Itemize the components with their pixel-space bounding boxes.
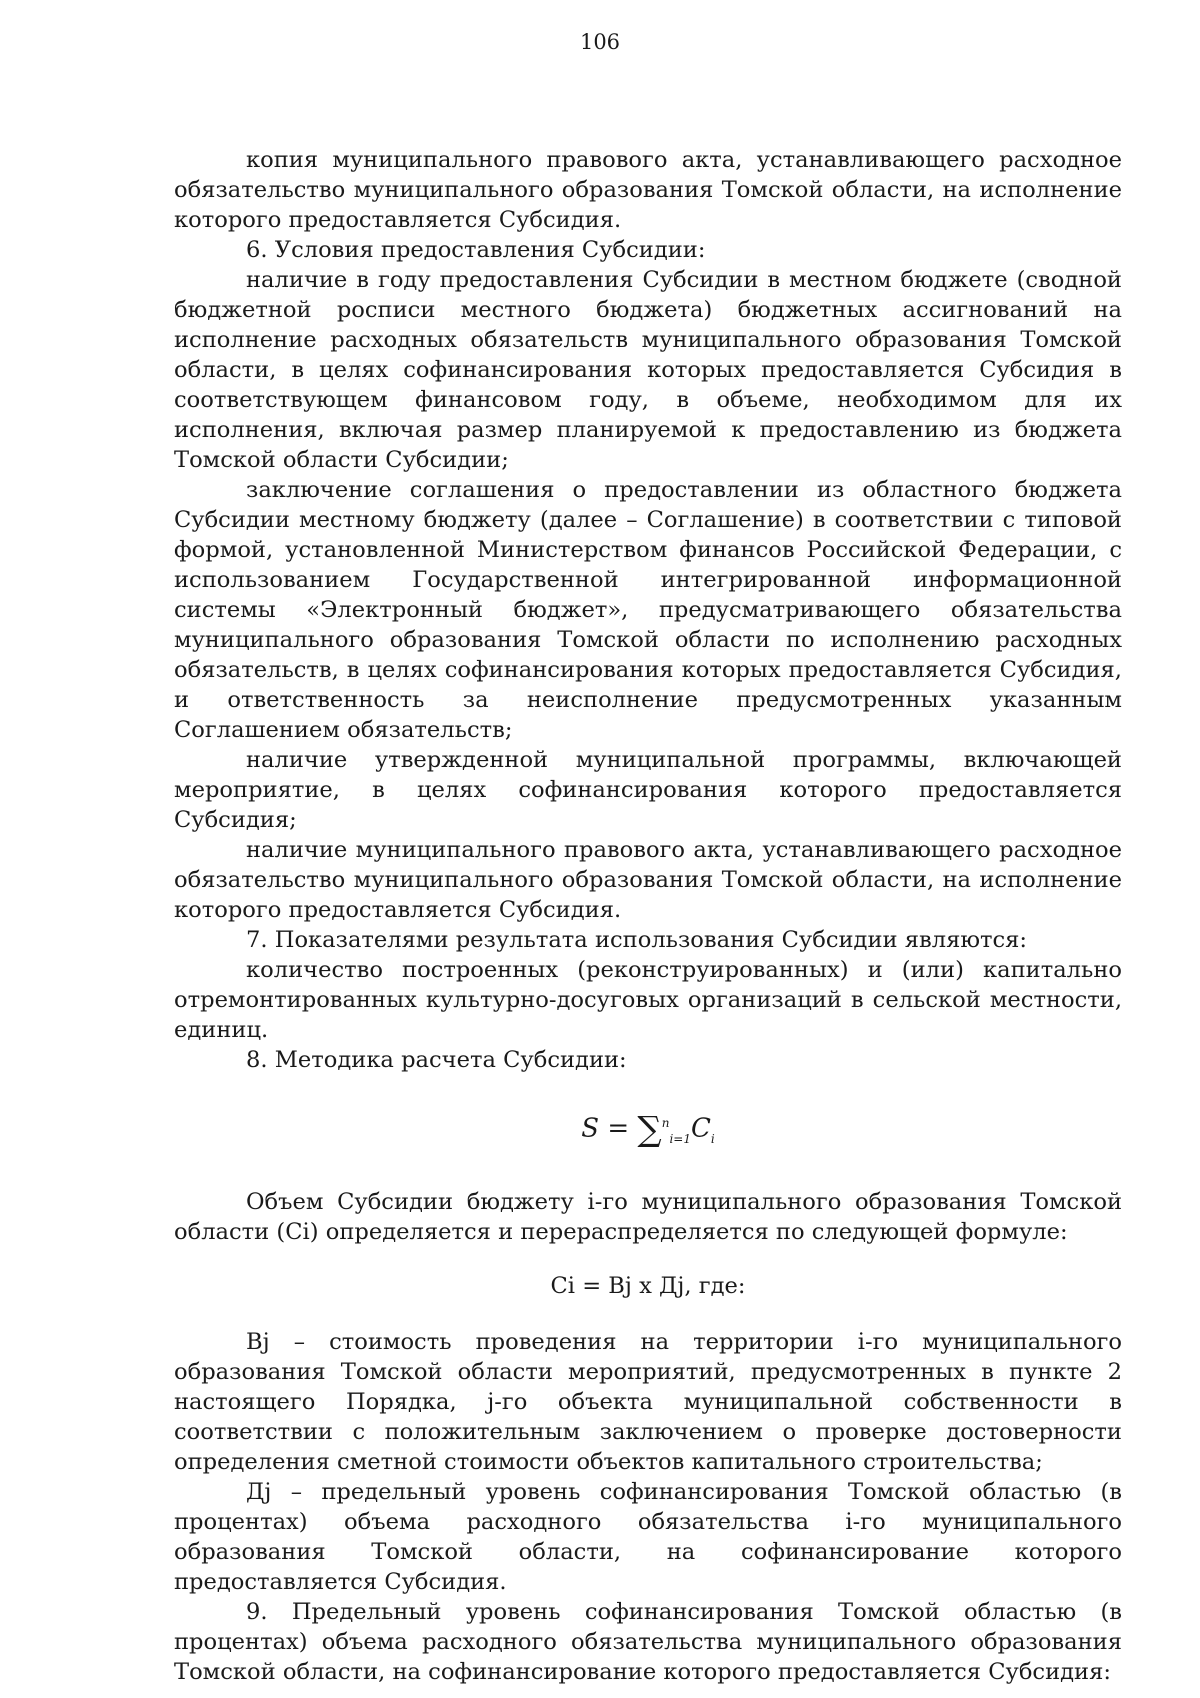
sum-upper-limit: n bbox=[661, 1116, 670, 1130]
section-6-heading: 6. Условия предоставления Субсидии: bbox=[246, 237, 706, 263]
document-body bbox=[174, 145, 1122, 1687]
sum-term-subscript: i bbox=[710, 1131, 715, 1146]
paragraph-bj-definition: Bj – стоимость проведения на территории i-го муниципального образования Томской области мероприятий, предусмотренных в пункте 2 настоящего Порядка, j-го объекта муниципальной собственности в соответствии с положительным заключением о проверке достоверности определения сметной стоимости объектов капитального строительства; bbox=[174, 1329, 1122, 1475]
page-number: 106 bbox=[579, 30, 621, 54]
section-9-heading: 9. Предельный уровень софинансирования Томской областью (в процентах) объема расходного обязательства муниципального образования Томской области, на софинансирование которого предоставляется Субсидия: bbox=[174, 1599, 1122, 1685]
paragraph-dj-definition: Дj – предельный уровень софинансирования Томской областью (в процентах) объема расходного обязательства i-го муниципального образования Томской области, на софинансирование которого предоставляется Субсидия. bbox=[174, 1479, 1122, 1595]
paragraph-ci-definition: Объем Субсидии бюджету i-го муниципального образования Томской области (Ci) определяется и перераспределяется по следующей формуле: bbox=[174, 1189, 1122, 1245]
section-8-heading: 8. Методика расчета Субсидии: bbox=[246, 1047, 627, 1073]
sum-lower-limit: i=1 bbox=[669, 1131, 691, 1146]
sum-term: C bbox=[690, 1113, 711, 1144]
paragraph-budget-allocations: наличие в году предоставления Субсидии в местном бюджете (сводной бюджетной росписи местного бюджета) бюджетных ассигнований на исполнение расходных обязательств муниципального образования Томской области, в целях софинансирования которых предоставляется Субсидия в соответствующем финансовом году, в объеме, необходимом для их исполнения, включая размер планируемой к предоставлению из бюджета Томской области Субсидии; bbox=[174, 267, 1122, 473]
ci-formula: Ci = Bj x Дj, где: bbox=[550, 1273, 746, 1299]
sum-lhs: S = bbox=[581, 1113, 630, 1144]
paragraph-legal-act: наличие муниципального правового акта, устанавливающего расходное обязательство муниципального образования Томской области, на исполнение которого предоставляется Субсидия. bbox=[174, 837, 1122, 923]
paragraph-agreement: заключение соглашения о предоставлении из областного бюджета Субсидии местному бюджету (далее – Соглашение) в соответствии с типовой формой, установленной Министерством финансов Российской Федерации, с использованием Государственной интегрированной информационной системы «Электронный бюджет», предусматривающего обязательства муниципального образования Томской области по исполнению расходных обязательств, в целях софинансирования которых предоставляется Субсидия, и ответственность за неисполнение предусмотренных указанным Соглашением обязательств; bbox=[174, 477, 1122, 743]
paragraph-municipal-program: наличие утвержденной муниципальной программы, включающей мероприятие, в целях софинансирования которого предоставляется Субсидия; bbox=[174, 747, 1122, 833]
sum-formula bbox=[174, 1099, 1122, 1150]
paragraph-copy-legal-act: копия муниципального правового акта, устанавливающего расходное обязательство муниципального образования Томской области, на исполнение которого предоставляется Субсидия. bbox=[174, 147, 1122, 233]
sum-symbol: ∑ bbox=[637, 1109, 662, 1150]
paragraph-result-indicator: количество построенных (реконструированных) и (или) капитально отремонтированных культурно-досуговых организаций в сельской местности, единиц. bbox=[174, 957, 1122, 1043]
section-7-heading: 7. Показателями результата использования Субсидии являются: bbox=[246, 927, 1028, 953]
